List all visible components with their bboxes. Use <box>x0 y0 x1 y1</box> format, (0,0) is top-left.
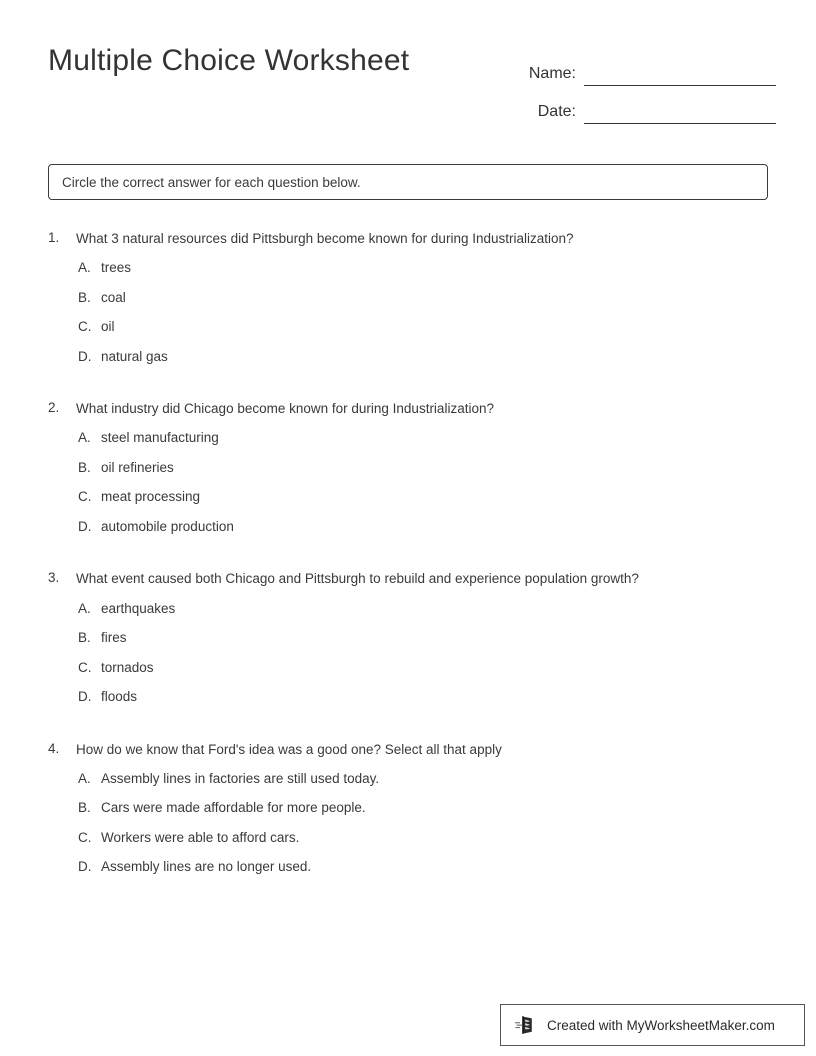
question-text: How do we know that Ford's idea was a good one? Select all that apply <box>76 741 502 757</box>
question-number: 1. <box>48 230 60 245</box>
answer-option[interactable] <box>78 771 778 801</box>
option-letter: C. <box>78 319 92 335</box>
question-number: 3. <box>48 570 60 586</box>
option-letter: D. <box>78 859 92 875</box>
option-letter: A. <box>78 260 91 276</box>
answer-options <box>78 601 778 719</box>
question-number: 2. <box>48 400 60 416</box>
option-letter: B. <box>78 800 91 816</box>
option-text: tornados <box>101 659 154 675</box>
answer-options <box>78 430 778 548</box>
name-field-input-line[interactable] <box>584 63 776 86</box>
option-letter: A. <box>78 430 91 446</box>
instructions-text: Circle the correct answer for each question below. <box>62 174 361 190</box>
option-text: Workers were able to afford cars. <box>101 829 300 845</box>
option-text: oil <box>101 319 115 335</box>
option-letter: C. <box>78 489 92 505</box>
answer-options <box>78 771 778 889</box>
option-letter: D. <box>78 689 92 705</box>
date-field-label: Date: <box>537 103 576 120</box>
date-field-input-line[interactable] <box>584 101 776 124</box>
answer-option[interactable] <box>78 349 778 379</box>
answer-option[interactable] <box>78 800 778 830</box>
question-text: What 3 natural resources did Pittsburgh become known for during Industrialization? <box>76 231 574 246</box>
option-text: natural gas <box>101 348 168 364</box>
answer-option[interactable] <box>78 460 778 490</box>
option-letter: B. <box>78 630 91 646</box>
worksheet-maker-logo-icon <box>515 1013 539 1037</box>
option-letter: B. <box>78 459 91 475</box>
answer-option[interactable] <box>78 830 778 860</box>
option-text: meat processing <box>101 489 201 505</box>
question-prompt <box>48 400 778 418</box>
option-letter: A. <box>78 600 91 616</box>
option-text: oil refineries <box>101 459 174 475</box>
name-field-row <box>500 48 780 86</box>
questions-list <box>48 230 778 911</box>
instructions-box <box>48 164 768 200</box>
option-text: Cars were made affordable for more people. <box>101 800 366 816</box>
answer-option[interactable] <box>78 859 778 889</box>
answer-option[interactable] <box>78 660 778 690</box>
option-text: steel manufacturing <box>101 430 219 446</box>
name-date-fields <box>500 48 780 124</box>
page-title: Multiple Choice Worksheet <box>48 44 410 77</box>
option-letter: D. <box>78 348 92 364</box>
option-letter: C. <box>78 659 92 675</box>
created-with-badge[interactable] <box>500 1004 805 1046</box>
option-letter: B. <box>78 289 91 305</box>
option-text: coal <box>101 289 126 305</box>
answer-option[interactable] <box>78 519 778 549</box>
option-letter: A. <box>78 770 91 786</box>
name-field-label: Name: <box>528 65 576 82</box>
question-block <box>48 400 778 548</box>
created-with-badge-label: Created with MyWorksheetMaker.com <box>547 1017 775 1033</box>
option-text: floods <box>101 689 138 705</box>
option-text: earthquakes <box>101 600 176 616</box>
question-block <box>48 570 778 718</box>
question-prompt <box>48 741 778 759</box>
option-text: fires <box>101 630 127 646</box>
date-field-row <box>500 86 780 124</box>
answer-option[interactable] <box>78 290 778 320</box>
answer-option[interactable] <box>78 601 778 631</box>
question-block <box>48 230 778 378</box>
worksheet-header <box>0 0 816 130</box>
answer-option[interactable] <box>78 689 778 719</box>
answer-option[interactable] <box>78 489 778 519</box>
question-prompt <box>48 570 778 588</box>
question-number: 4. <box>48 740 60 756</box>
answer-options <box>78 260 778 378</box>
option-letter: D. <box>78 518 92 534</box>
question-text: What industry did Chicago become known for during Industrialization? <box>76 401 494 417</box>
option-text: automobile production <box>101 518 234 534</box>
option-letter: C. <box>78 829 92 845</box>
option-text: Assembly lines are no longer used. <box>101 859 312 875</box>
answer-option[interactable] <box>78 260 778 290</box>
answer-option[interactable] <box>78 630 778 660</box>
option-text: Assembly lines in factories are still used today. <box>101 770 380 786</box>
answer-option[interactable] <box>78 430 778 460</box>
question-block <box>48 741 778 889</box>
question-text: What event caused both Chicago and Pittsburgh to rebuild and experience population growth? <box>76 571 639 587</box>
answer-option[interactable] <box>78 319 778 349</box>
question-prompt <box>48 230 778 248</box>
option-text: trees <box>101 260 132 276</box>
